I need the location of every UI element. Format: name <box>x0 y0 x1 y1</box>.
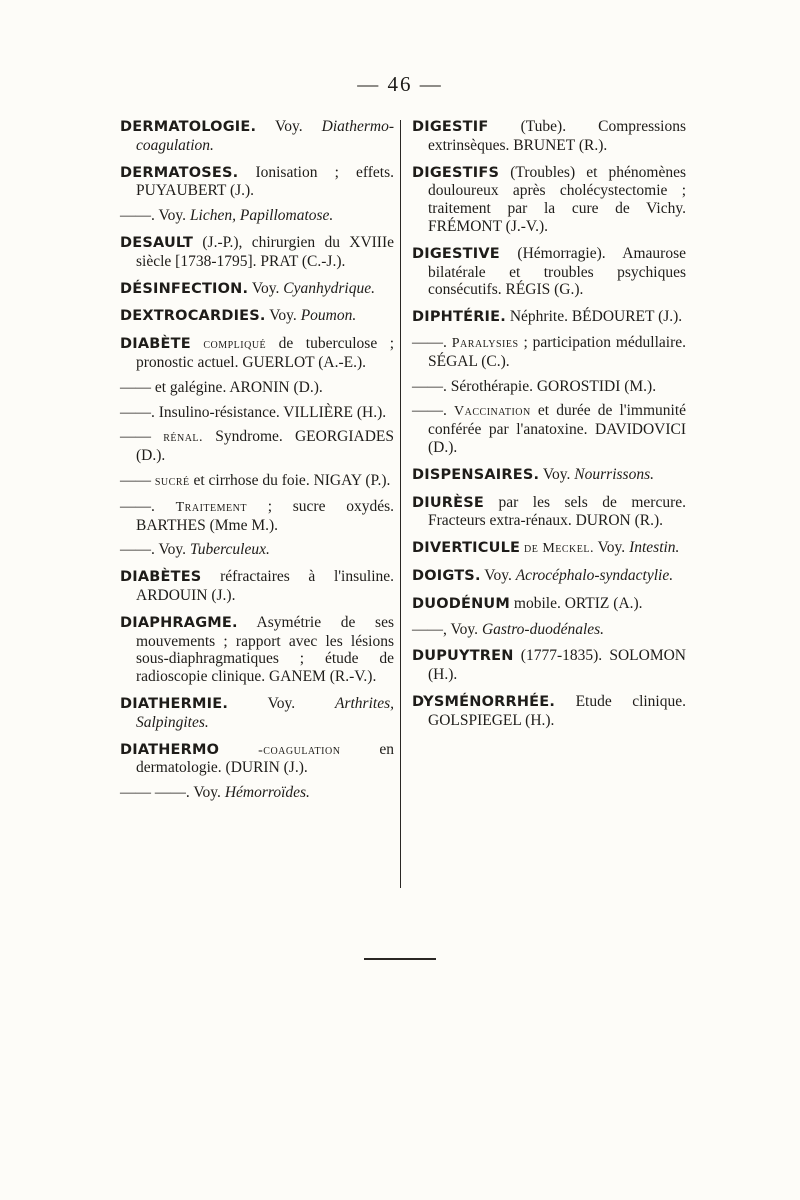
entry-text: en dermatologie. (DURIN (J.). <box>136 740 394 777</box>
index-entry <box>412 308 686 327</box>
entry-heading: DIGESTIFS <box>412 164 500 181</box>
index-entry <box>412 621 686 639</box>
entry-heading: DIATHERMIE. <box>120 695 229 712</box>
entry-text: Ionisation ; effets. PUYAUBERT (J.). <box>136 163 394 200</box>
entry-reference: Lichen, Papillomatose. <box>189 207 334 225</box>
entry-dash: —— <box>120 471 151 489</box>
index-entry <box>412 693 686 730</box>
entry-dash: ——. <box>412 333 447 351</box>
entry-text: ; participation médullaire. SÉGAL (C.). <box>428 333 687 370</box>
entry-dash: ——. <box>120 497 155 515</box>
index-entry <box>120 280 394 299</box>
entry-heading: DIATHERMO <box>120 741 220 758</box>
entry-text: et galégine. ARONIN (D.). <box>154 378 323 396</box>
entry-text: Voy. <box>275 118 303 135</box>
index-entry <box>120 784 394 802</box>
entry-smallcaps: Vaccination <box>454 404 531 420</box>
index-entry <box>120 741 394 778</box>
entry-heading: DESAULT <box>120 234 194 251</box>
entry-smallcaps: Traitement <box>175 499 247 515</box>
entry-text: Insulino-résistance. VILLIÈRE (H.). <box>158 403 387 421</box>
entry-heading: DIGESTIF <box>412 119 489 135</box>
entry-reference: Hémorroïdes. <box>224 784 310 802</box>
entry-text: et durée de l'immunité conférée par l'anatoxine. DAVIDOVICI (D.). <box>428 402 687 456</box>
entry-heading: DERMATOLOGIE. <box>120 119 257 135</box>
index-entry <box>120 472 394 491</box>
entry-text: Etude clinique. GOLSPIEGEL (H.). <box>428 692 686 729</box>
index-entry <box>120 568 394 605</box>
index-entry <box>120 207 394 225</box>
index-entry <box>412 494 686 531</box>
index-entry <box>120 404 394 422</box>
entry-text: Voy. <box>450 620 479 638</box>
entry-reference: Intestin. <box>629 539 680 557</box>
footer-rule <box>364 958 436 960</box>
entry-text: par les sels de mercure. Fracteurs extra-rénaux. DURON (R.). <box>428 493 686 530</box>
entry-text: Voy. <box>193 784 221 802</box>
entry-dash: —— ——. <box>120 784 190 802</box>
entry-dash: ——. <box>120 403 155 421</box>
entry-text: (Hémorragie). Amaurose bilatérale et troubles psychiques consécutifs. RÉGIS (G.). <box>428 244 686 299</box>
index-entry <box>120 379 394 397</box>
entry-heading: DOIGTS. <box>412 567 481 584</box>
entry-text: (Troubles) et phénomènes douloureux après cholécystectomie ; traitement par la cure de Vichy. FRÉMONT (J.-V.). <box>428 163 686 235</box>
entry-dash: —— <box>120 428 164 446</box>
entry-dash: ——. <box>120 207 155 225</box>
entry-dash: ——. <box>412 377 447 395</box>
entry-reference: Cyanhydrique. <box>283 279 375 297</box>
entry-reference: Nourrissons. <box>574 465 654 483</box>
entry-heading: DYSMÉNORRHÉE. <box>412 693 556 710</box>
entry-dash: —— <box>120 378 151 396</box>
index-entry <box>412 567 686 586</box>
index-entry <box>120 118 394 155</box>
entry-heading: DISPENSAIRES. <box>412 466 540 483</box>
index-entry <box>412 378 686 396</box>
entry-smallcaps: Paralysies <box>451 335 519 351</box>
entry-heading: DIABÈTES <box>120 569 202 586</box>
page-number: — 46 — <box>357 72 443 96</box>
column-divider <box>400 120 401 888</box>
index-entry <box>412 118 686 155</box>
entry-dash: ——, <box>412 620 447 638</box>
right-column <box>412 118 686 739</box>
entry-heading: DIVERTICULE <box>412 540 521 557</box>
entry-text: mobile. ORTIZ (A.). <box>513 594 643 612</box>
index-entry <box>120 428 394 465</box>
entry-smallcaps: -coagulation <box>258 742 341 758</box>
entry-heading: DIAPHRAGME. <box>120 614 238 631</box>
entry-text: Syndrome. GEORGIADES (D.). <box>136 428 395 465</box>
index-entry <box>120 335 394 372</box>
index-entry <box>120 498 394 535</box>
entry-smallcaps: compliqué <box>203 337 267 353</box>
entry-text: Voy. <box>484 566 512 584</box>
entry-heading: DUODÉNUM <box>412 595 511 612</box>
entry-text: Voy. <box>158 207 187 225</box>
index-entry <box>120 541 394 559</box>
entry-heading: DÉSINFECTION. <box>120 280 249 297</box>
entry-text: ; sucre oxydés. BARTHES (Mme M.). <box>136 497 394 534</box>
entry-heading: DEXTROCARDIES. <box>120 308 266 325</box>
entry-reference: Diathermo-coagulation. <box>136 118 394 154</box>
index-entry <box>412 245 686 299</box>
entry-smallcaps: rénal. <box>163 430 204 446</box>
entry-heading: DIURÈSE <box>412 494 485 511</box>
index-entry <box>120 307 394 326</box>
entry-reference: Tuberculeux. <box>189 541 270 559</box>
index-entry <box>412 466 686 485</box>
left-column <box>120 118 394 811</box>
entry-heading: DIABÈTE <box>120 336 191 353</box>
entry-reference: Acrocéphalo-syndactylie. <box>515 566 674 584</box>
index-entry <box>412 647 686 684</box>
entry-text: Voy. <box>269 307 297 325</box>
entry-text: réfractaires à l'insuline. ARDOUIN (J.). <box>136 568 394 604</box>
index-entry <box>412 334 686 371</box>
entry-text: Néphrite. BÉDOURET (J.). <box>509 308 683 326</box>
entry-text: Asymétrie de ses mouvements ; rapport avec les lésions sous-diaphragmatiques ; étude de radioscopie clinique. GANEM (R.-V.). <box>136 613 394 686</box>
entry-reference: Gastro-duodénales. <box>481 620 605 638</box>
entry-text: (Tube). Compressions extrinsèques. BRUNET (R.). <box>428 118 687 154</box>
index-entry <box>412 595 686 614</box>
entry-smallcaps: de Meckel. <box>524 541 594 557</box>
index-entry <box>120 614 394 686</box>
index-entry <box>120 695 394 732</box>
entry-heading: DERMATOSES. <box>120 164 239 181</box>
entry-heading: DIPHTÉRIE. <box>412 309 506 326</box>
index-entry <box>412 402 686 456</box>
index-entry <box>120 164 394 201</box>
entry-heading: DUPUYTREN <box>412 648 514 665</box>
entry-text: Voy. <box>542 465 571 483</box>
entry-text: Voy. <box>597 539 626 557</box>
index-entry <box>120 234 394 271</box>
entry-text: (J.-P.), chirurgien du XVIIIe siècle [1738-1795]. PRAT (C.-J.). <box>136 233 395 270</box>
entry-smallcaps: sucré <box>154 473 190 489</box>
entry-reference: Arthrites, Salpingites. <box>136 694 394 731</box>
entry-text: (1777-1835). SOLOMON (H.). <box>428 647 686 684</box>
index-entry <box>412 164 686 236</box>
index-entry <box>412 539 686 558</box>
entry-text: et cirrhose du foie. NIGAY (P.). <box>193 471 391 489</box>
entry-text: Voy. <box>158 541 187 559</box>
entry-dash: ——. <box>412 402 447 420</box>
entry-text: Voy. <box>267 694 296 712</box>
entry-text: Sérothérapie. GOROSTIDI (M.). <box>450 377 657 395</box>
entry-text: de tuberculose ; pronostic actuel. GUERLOT (A.-E.). <box>136 335 395 371</box>
entry-text: Voy. <box>251 279 280 297</box>
entry-heading: DIGESTIVE <box>412 245 500 262</box>
entry-reference: Poumon. <box>300 307 357 325</box>
entry-dash: ——. <box>120 541 155 559</box>
